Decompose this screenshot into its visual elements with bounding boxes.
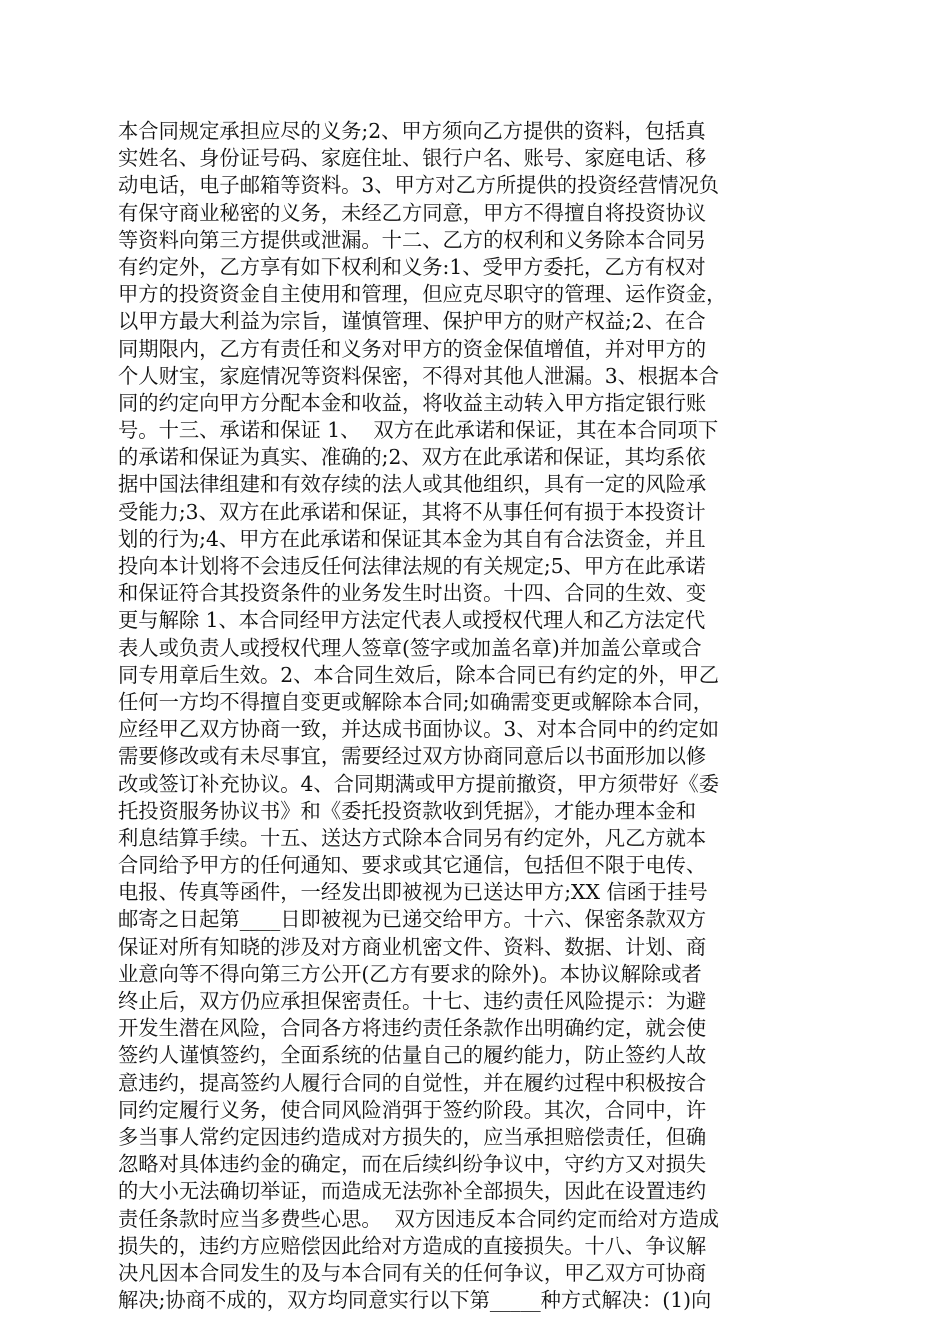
text-line: 决凡因本合同发生的及与本合同有关的任何争议，甲乙双方可协商 bbox=[118, 1260, 707, 1285]
text-line: 应经甲乙双方协商一致，并达成书面协议。3、对本合同中的约定如 bbox=[118, 717, 720, 742]
text-line: 本合同规定承担应尽的义务;2、甲方须向乙方提供的资料，包括真 bbox=[118, 119, 706, 143]
text-line: 以甲方最大利益为宗旨，谨慎管理、保护甲方的财产权益;2、在合 bbox=[118, 309, 706, 334]
text-line: 利息结算手续。十五、送达方式除本合同另有约定外，凡乙方就本 bbox=[118, 825, 707, 850]
text-line: 和保证符合其投资条件的业务发生时出资。十四、合同的生效、变 bbox=[118, 581, 707, 606]
text-line: 投向本计划将不会违反任何法律法规的有关规定;5、甲方在此承诺 bbox=[118, 554, 706, 578]
text-line: 开发生潜在风险，合同各方将违约责任条款作出明确约定，就会使 bbox=[118, 1016, 707, 1041]
text-line: 业意向等不得向第三方公开(乙方有要求的除外)。本协议解除或者 bbox=[118, 961, 702, 986]
text-line: 实姓名、身份证号码、家庭住址、银行户名、账号、家庭电话、移 bbox=[118, 146, 707, 171]
text-line: 动电话，电子邮箱等资料。3、甲方对乙方所提供的投资经营情况负 bbox=[118, 173, 720, 198]
text-line: 同约定履行义务，使合同风险消弭于签约阶段。其次，合同中，许 bbox=[118, 1097, 707, 1122]
text-line: 终止后，双方仍应承担保密责任。十七、违约责任风险提示：为避 bbox=[118, 989, 707, 1013]
text-line: 改或签订补充协议。4、合同期满或甲方提前撤资，甲方须带好《委 bbox=[118, 771, 720, 796]
text-line: 托投资服务协议书》和《委托投资款收到凭据》，才能办理本金和 bbox=[118, 798, 697, 823]
text-line: 受能力;3、双方在此承诺和保证，其将不从事任何有损于本投资计 bbox=[118, 499, 706, 524]
text-line: 保证对所有知晓的涉及对方商业机密文件、资料、数据、计划、商 bbox=[118, 934, 707, 959]
text-line: 同的约定向甲方分配本金和收益，将收益主动转入甲方指定银行账 bbox=[118, 390, 707, 415]
text-line: 忽略对具体违约金的确定，而在后续纠纷争议中，守约方又对损失 bbox=[118, 1152, 707, 1177]
text-line: 的承诺和保证为真实、准确的;2、双方在此承诺和保证，其均系依 bbox=[118, 445, 706, 470]
text-line: 损失的，违约方应赔偿因此给对方造成的直接损失。十八、争议解 bbox=[118, 1233, 707, 1258]
text-line: 责任条款时应当多费些心思。 双方因违反本合同约定而给对方造成 bbox=[118, 1206, 720, 1231]
text-line: 合同给予甲方的任何通知、要求或其它通信，包括但不限于电传、 bbox=[118, 853, 707, 878]
text-line: 邮寄之日起第____日即被视为已递交给甲方。十六、保密条款双方 bbox=[118, 907, 707, 932]
text-line: 解决;协商不成的，双方均同意实行以下第_____种方式解决：(1)向 bbox=[118, 1288, 712, 1313]
text-line: 同专用章后生效。2、本合同生效后，除本合同已有约定的外，甲乙 bbox=[118, 662, 720, 687]
text-line: 划的行为;4、甲方在此承诺和保证其本金为其自有合法资金，并且 bbox=[118, 526, 706, 551]
text-line: 个人财宝，家庭情况等资料保密，不得对其他人泄漏。3、根据本合 bbox=[118, 363, 720, 388]
contract-body-text bbox=[118, 118, 832, 1314]
text-line: 多当事人常约定因违约造成对方损失的，应当承担赔偿责任，但确 bbox=[118, 1124, 707, 1149]
text-line: 甲方的投资资金自主使用和管理，但应克尽职守的管理、运作资金， bbox=[118, 282, 727, 307]
text-line: 同期限内，乙方有责任和义务对甲方的资金保值增值，并对甲方的 bbox=[118, 336, 707, 361]
text-line: 需要修改或有未尽事宜，需要经过双方协商同意后以书面形加以修 bbox=[118, 744, 707, 769]
text-line: 任何一方均不得擅自变更或解除本合同;如确需变更或解除本合同， bbox=[118, 689, 713, 714]
text-line: 电报、传真等函件，一经发出即被视为已送达甲方;XX 信函于挂号 bbox=[118, 880, 708, 905]
text-line: 号。十三、承诺和保证 1、 双方在此承诺和保证，其在本合同项下 bbox=[118, 418, 719, 443]
text-line: 据中国法律组建和有效存续的法人或其他组织，具有一定的风险承 bbox=[118, 472, 707, 497]
text-line: 更与解除 1、本合同经甲方法定代表人或授权代理人和乙方法定代 bbox=[118, 608, 706, 633]
text-line: 等资料向第三方提供或泄漏。十二、乙方的权利和义务除本合同另 bbox=[118, 227, 707, 252]
text-line: 表人或负责人或授权代理人签章(签字或加盖名章)并加盖公章或合 bbox=[118, 635, 702, 660]
text-line: 有保守商业秘密的义务，未经乙方同意，甲方不得擅自将投资协议 bbox=[118, 200, 707, 225]
text-line: 有约定外，乙方享有如下权利和义务:1、受甲方委托，乙方有权对 bbox=[118, 254, 706, 279]
text-line: 签约人谨慎签约，全面系统的估量自己的履约能力，防止签约人故 bbox=[118, 1043, 707, 1068]
text-line: 的大小无法确切举证，而造成无法弥补全部损失，因此在设置违约 bbox=[118, 1179, 707, 1204]
text-line: 意违约，提高签约人履行合同的自觉性，并在履约过程中积极按合 bbox=[118, 1070, 707, 1095]
